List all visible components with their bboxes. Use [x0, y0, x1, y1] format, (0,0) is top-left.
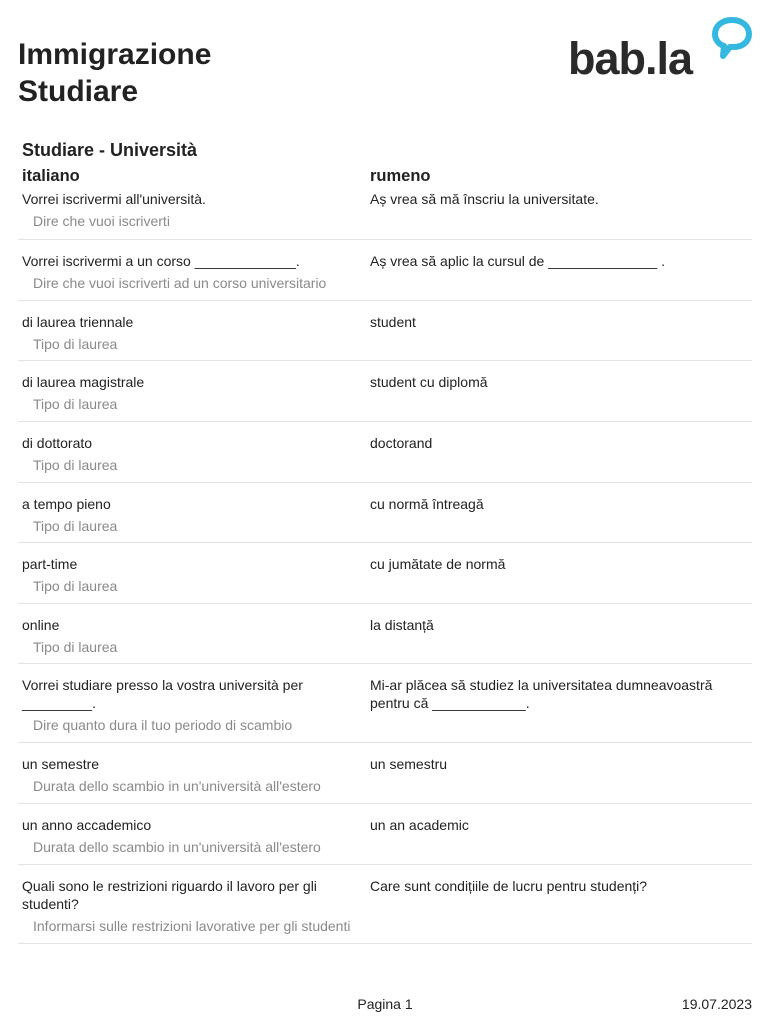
phrase-row	[18, 301, 752, 361]
column-header-rumeno: rumeno	[370, 167, 431, 185]
phrase-italian: un semestre	[22, 756, 100, 772]
phrase-note: Durata dello scambio in un'università all'estero	[33, 839, 321, 855]
phrase-italian: part-time	[22, 556, 78, 572]
phrase-italian: a tempo pieno	[22, 496, 111, 512]
phrase-italian: Vorrei iscrivermi all'università.	[22, 191, 206, 207]
phrase-note: Durata dello scambio in un'università all'estero	[33, 778, 321, 794]
phrase-row	[18, 604, 752, 664]
phrase-romanian: un an academic	[370, 817, 469, 833]
phrase-italian: Quali sono le restrizioni riguardo il lavoro per gli studenti?	[22, 878, 317, 912]
page-number: Pagina 1	[357, 996, 413, 1012]
phrase-romanian: cu normă întreagă	[370, 496, 484, 512]
phrase-romanian: Aș vrea să mă înscriu la universitate.	[370, 191, 599, 207]
phrase-romanian: Care sunt condițiile de lucru pentru studenți?	[370, 878, 648, 894]
phrase-row	[18, 743, 752, 804]
phrase-list	[18, 187, 752, 944]
phrase-romanian: un semestru	[370, 756, 448, 772]
phrase-note: Tipo di laurea	[33, 578, 118, 594]
section-title: Studiare - Università	[22, 140, 198, 160]
phrase-italian: di dottorato	[22, 435, 93, 451]
phrase-row	[18, 422, 752, 483]
page-title-line-1: Immigrazione	[18, 38, 212, 71]
phrase-note: Dire che vuoi iscriverti ad un corso universitario	[33, 275, 327, 291]
phrase-italian: un anno accademico	[22, 817, 152, 833]
page-title	[18, 36, 378, 110]
phrase-italian: di laurea magistrale	[22, 374, 145, 390]
logo-text: bab.la	[568, 33, 693, 84]
phrase-romanian: la distanță	[370, 617, 434, 633]
column-header-italiano: italiano	[22, 167, 80, 185]
phrase-romanian: Mi-ar plăcea să studiez la universitatea dumneavoastră pentru că ____________.	[370, 677, 713, 711]
phrase-row	[18, 240, 752, 301]
phrase-romanian: Aș vrea să aplic la cursul de ______________ .	[370, 253, 665, 269]
phrase-row	[18, 664, 752, 743]
phrase-row	[18, 187, 752, 240]
phrase-note: Tipo di laurea	[33, 396, 118, 412]
phrase-note: Tipo di laurea	[33, 457, 118, 473]
footer-date: 19.07.2023	[681, 996, 752, 1012]
phrase-romanian: doctorand	[370, 435, 433, 451]
phrase-romanian: cu jumătate de normă	[370, 556, 506, 572]
phrase-italian: online	[22, 617, 60, 633]
phrase-row	[18, 361, 752, 422]
phrase-note: Tipo di laurea	[33, 518, 118, 534]
speech-bubble-icon	[710, 16, 754, 62]
babla-logo	[566, 14, 756, 84]
phrase-romanian: student cu diplomă	[370, 374, 488, 390]
phrase-note: Tipo di laurea	[33, 336, 118, 352]
phrase-row	[18, 865, 752, 944]
phrase-romanian: student	[370, 314, 416, 330]
phrase-row	[18, 543, 752, 604]
phrase-italian: Vorrei studiare presso la vostra università per _________.	[22, 677, 303, 711]
phrase-row	[18, 804, 752, 865]
phrase-note: Informarsi sulle restrizioni lavorative per gli studenti	[33, 918, 351, 934]
phrase-note: Tipo di laurea	[33, 639, 118, 655]
phrase-note: Dire quanto dura il tuo periodo di scambio	[33, 717, 293, 733]
phrase-row	[18, 483, 752, 543]
page-title-line-2: Studiare	[18, 75, 139, 108]
phrase-note: Dire che vuoi iscriverti	[33, 213, 170, 229]
phrase-italian: di laurea triennale	[22, 314, 134, 330]
phrase-italian: Vorrei iscrivermi a un corso _____________.	[22, 253, 300, 269]
